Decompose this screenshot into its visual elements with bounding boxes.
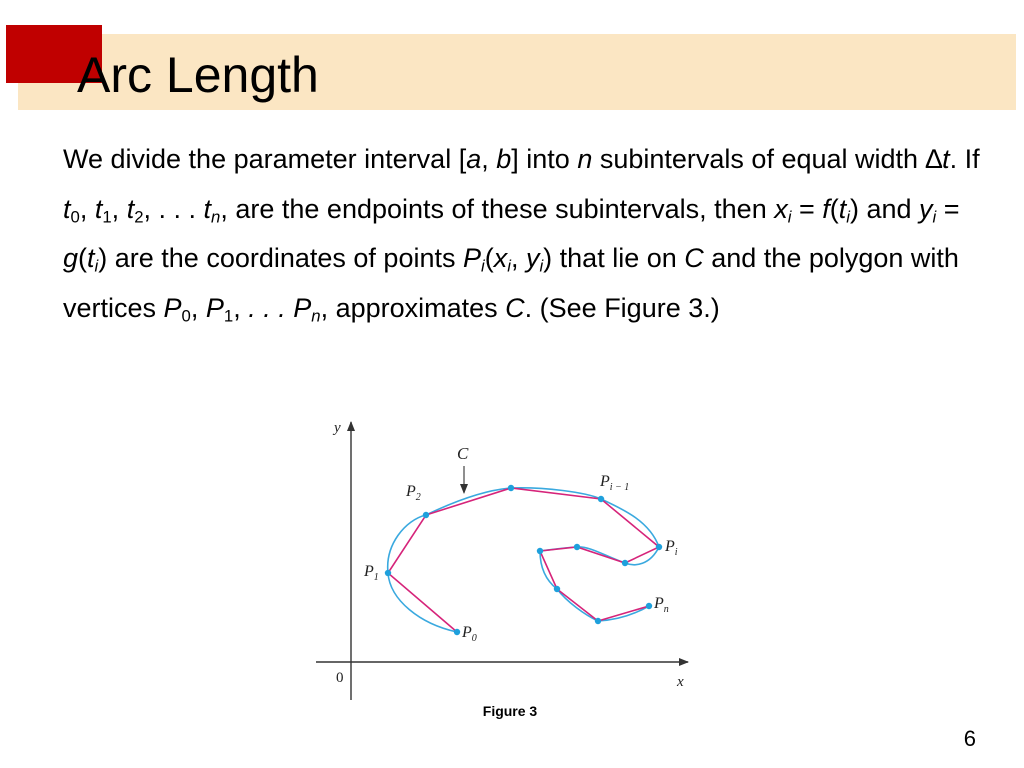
body-paragraph: We divide the parameter interval [a, b] into n subintervals of equal width ∆t. If $t_0$, $t_1$, $t_2$, . . . $t_n$, are the endpoints of these subintervals, then $x_i = f(t_i)$ and $y_i = g(t_i)$ are the coordinates of points $P_i(x_i$, $y_i$) that lie on C and the polygon with vertices $P_0$, $P_1$, . . . $P_n$, approximates C. (See Figure 3.): [63, 144, 980, 326]
slide-title: Arc Length: [77, 47, 319, 103]
vertex-pi-minus-1: [598, 496, 604, 502]
origin-label: 0: [336, 670, 344, 686]
arc-length-figure: [305, 410, 705, 705]
vertex-p1: [385, 570, 391, 576]
label-p1: $P_1$: [364, 563, 379, 583]
page-number: 6: [963, 726, 976, 751]
curve-c-label: C: [457, 444, 469, 463]
vertex-p2: [423, 512, 429, 518]
vertex: [537, 548, 543, 554]
y-axis-label: y: [334, 420, 341, 436]
vertex-pi: [656, 544, 662, 550]
vertex-p0: [454, 629, 460, 635]
x-axis-label: x: [677, 674, 684, 690]
vertex: [595, 618, 601, 624]
approximating-polygon: [388, 488, 659, 632]
label-p0: $P_0$: [462, 624, 477, 644]
label-pi: $P_i$: [665, 538, 678, 558]
vertex: [574, 544, 580, 550]
vertex: [508, 485, 514, 491]
polygon-vertices: [385, 485, 662, 635]
label-pn: $P_n$: [654, 595, 669, 615]
vertex-pn: [646, 603, 652, 609]
figure-caption: Figure 3: [482, 703, 538, 719]
figure-svg: [305, 410, 705, 705]
label-pi-minus-1: $P_i - 1$: [600, 473, 630, 493]
vertex: [622, 560, 628, 566]
vertex: [554, 586, 560, 592]
label-p2: $P_2$: [406, 483, 421, 503]
